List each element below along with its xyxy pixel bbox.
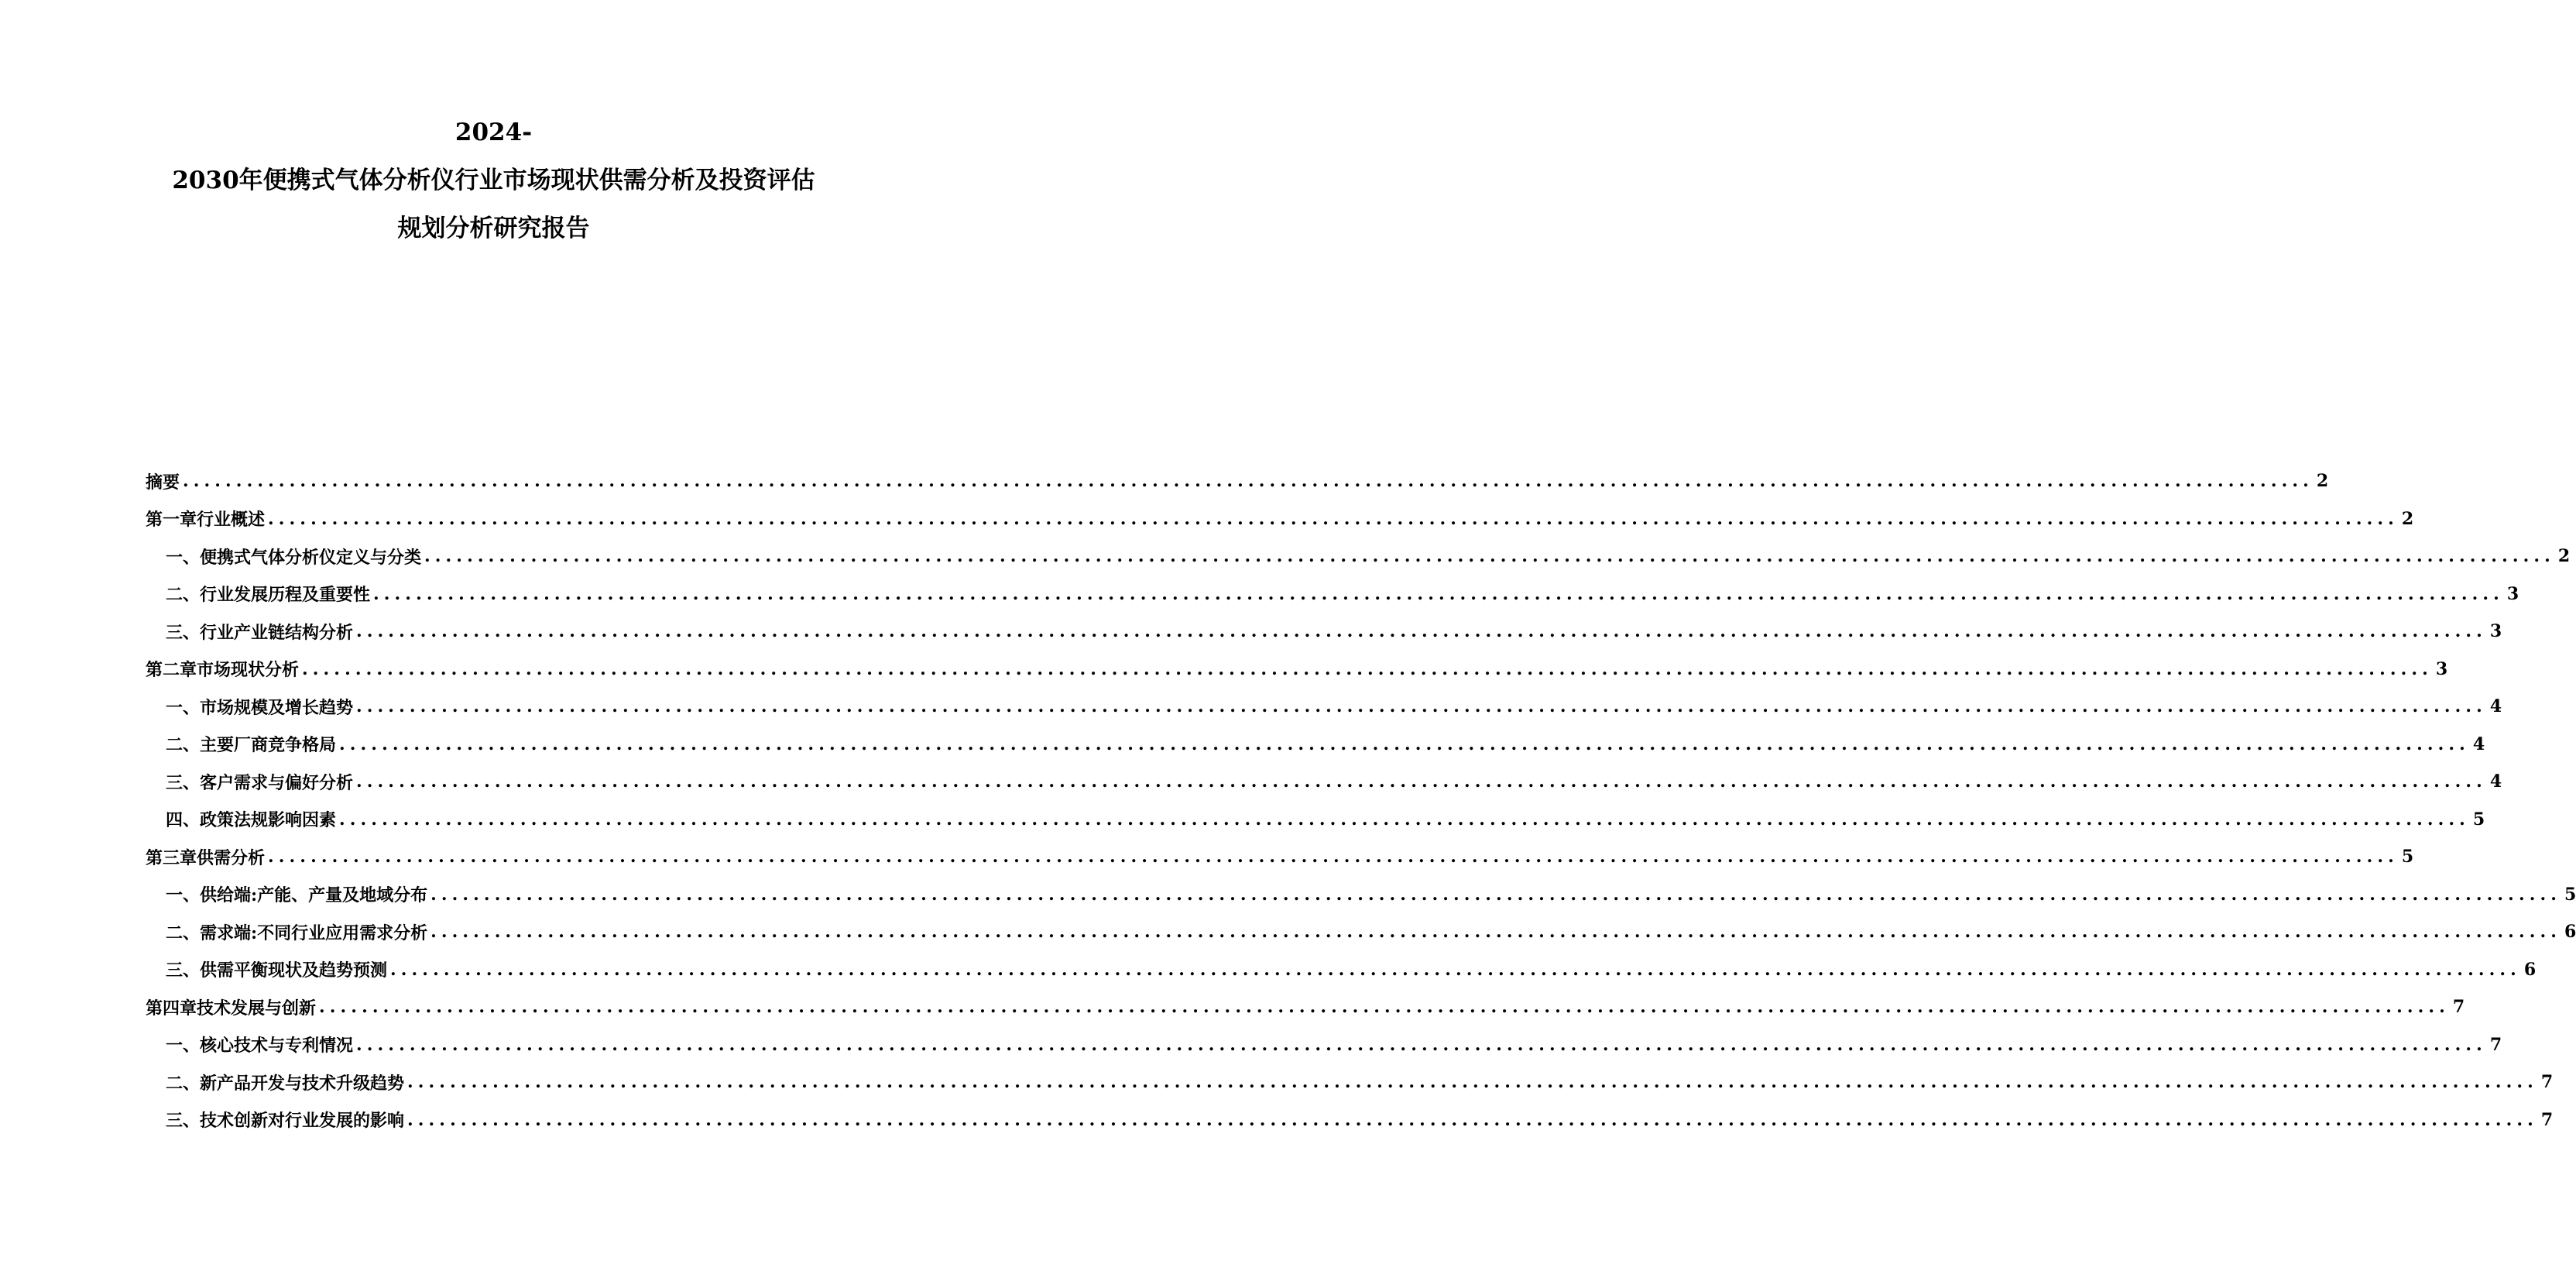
toc-entry-page: 4 [2489, 771, 2502, 792]
toc-dot-leader: ........................................................................................................................................................................................................ [268, 847, 2399, 867]
toc-entry-page: 6 [2564, 922, 2576, 943]
toc-entry-label: 行业产业链结构分析 [200, 622, 354, 643]
toc-entry-number: 一、 [166, 547, 201, 568]
title-line-3: 规划分析研究报告 [397, 215, 590, 242]
toc-entry-number: 第二章 [146, 660, 197, 681]
title-line-1: 2024- [454, 119, 533, 146]
toc-entry-number: 第四章 [146, 998, 197, 1019]
title-line-2: 2030年便携式气体分析仪行业市场现状供需分析及投资评估 [172, 167, 815, 194]
toc-entry-page: 5 [2401, 847, 2414, 867]
toc-dot-leader: ........................................................................................................................................................................................................ [183, 471, 2314, 492]
toc-dot-leader: ........................................................................................................................................................................................................ [356, 696, 2487, 717]
toc-entry[interactable] [146, 838, 2414, 876]
toc-entry[interactable] [146, 538, 2571, 575]
toc-entry-label: 行业概述 [197, 510, 266, 531]
toc-entry-number: 三、 [166, 772, 201, 793]
toc-dot-leader: ........................................................................................................................................................................................................ [356, 1034, 2487, 1055]
toc-entry-label: 技术发展与创新 [197, 998, 317, 1019]
toc-entry-label: 供给端:产能、产量及地域分布 [200, 885, 428, 906]
toc-entry-number: 一、 [166, 885, 201, 906]
toc-dot-leader: ........................................................................................................................................................................................................ [424, 546, 2555, 567]
toc-entry-page: 6 [2523, 959, 2537, 980]
toc-entry-label: 主要厂商竞争格局 [200, 735, 337, 756]
toc-entry-page: 5 [2564, 884, 2576, 905]
toc-dot-leader: ........................................................................................................................................................................................................ [339, 733, 2470, 754]
toc-entry-label: 需求端:不同行业应用需求分析 [200, 922, 428, 943]
toc-entry-label: 摘要 [146, 472, 180, 493]
toc-entry[interactable] [146, 651, 2448, 689]
toc-entry-number: 三、 [166, 1111, 201, 1132]
toc-entry-number: 三、 [166, 960, 201, 981]
toc-entry[interactable] [146, 1101, 2554, 1139]
toc-dot-leader: ........................................................................................................................................................................................................ [356, 771, 2487, 792]
toc-entry-label: 行业发展历程及重要性 [200, 585, 371, 606]
toc-dot-leader: ........................................................................................................................................................................................................ [302, 658, 2433, 679]
toc-dot-leader: ........................................................................................................................................................................................................ [339, 809, 2470, 830]
toc-entry-page: 3 [2506, 583, 2519, 604]
table-of-contents [146, 462, 2576, 1139]
toc-entry[interactable] [146, 801, 2485, 839]
toc-entry-number: 第三章 [146, 847, 197, 868]
toc-entry-label: 客户需求与偏好分析 [200, 772, 354, 793]
toc-entry-number: 二、 [166, 922, 201, 943]
toc-entry-label: 新产品开发与技术升级趋势 [200, 1073, 405, 1094]
toc-entry-page: 4 [2489, 696, 2502, 717]
toc-entry-page: 5 [2472, 809, 2485, 830]
toc-entry[interactable] [146, 462, 2329, 500]
toc-entry-label: 核心技术与专利情况 [200, 1036, 354, 1056]
toc-entry-number: 一、 [166, 1036, 201, 1056]
toc-entry-number: 四、 [166, 810, 201, 831]
toc-entry-page: 7 [2540, 1109, 2554, 1130]
toc-entry-label: 供需平衡现状及趋势预测 [200, 960, 388, 981]
toc-entry[interactable] [146, 688, 2502, 726]
document-title [0, 108, 987, 253]
toc-dot-leader: ........................................................................................................................................................................................................ [319, 997, 2450, 1018]
toc-entry-number: 二、 [166, 1073, 201, 1094]
toc-entry[interactable] [146, 876, 2576, 914]
toc-entry[interactable] [146, 726, 2485, 764]
toc-dot-leader: ........................................................................................................................................................................................................ [407, 1072, 2538, 1093]
toc-dot-leader: ........................................................................................................................................................................................................ [430, 922, 2561, 943]
toc-entry-label: 市场规模及增长趋势 [200, 697, 354, 718]
toc-entry[interactable] [146, 500, 2414, 538]
toc-dot-leader: ........................................................................................................................................................................................................ [407, 1109, 2538, 1130]
toc-entry[interactable] [146, 913, 2576, 951]
toc-entry[interactable] [146, 1026, 2502, 1064]
toc-entry[interactable] [146, 988, 2465, 1026]
toc-dot-leader: ........................................................................................................................................................................................................ [430, 884, 2561, 905]
toc-entry-page: 7 [2489, 1034, 2502, 1055]
toc-entry-page: 7 [2452, 997, 2465, 1018]
toc-entry[interactable] [146, 763, 2502, 801]
toc-entry[interactable] [146, 575, 2519, 613]
toc-entry-number: 二、 [166, 735, 201, 756]
toc-dot-leader: ........................................................................................................................................................................................................ [268, 508, 2399, 529]
toc-entry-page: 2 [2316, 471, 2329, 492]
toc-entry[interactable] [146, 951, 2537, 989]
toc-entry-number: 三、 [166, 622, 201, 643]
toc-entry-label: 市场现状分析 [197, 660, 300, 681]
toc-entry-page: 2 [2557, 546, 2571, 567]
toc-entry-number: 第一章 [146, 510, 197, 531]
toc-entry-page: 7 [2540, 1072, 2554, 1093]
toc-entry[interactable] [146, 613, 2502, 651]
toc-entry-page: 3 [2489, 621, 2502, 642]
toc-entry-label: 便携式气体分析仪定义与分类 [200, 547, 422, 568]
toc-entry-page: 3 [2435, 658, 2448, 679]
toc-entry[interactable] [146, 1063, 2554, 1101]
toc-entry-number: 二、 [166, 585, 201, 606]
toc-entry-label: 供需分析 [197, 847, 266, 868]
toc-dot-leader: ........................................................................................................................................................................................................ [390, 959, 2521, 980]
toc-entry-page: 4 [2472, 733, 2485, 754]
toc-entry-label: 政策法规影响因素 [200, 810, 337, 831]
toc-dot-leader: ........................................................................................................................................................................................................ [373, 583, 2504, 604]
toc-entry-page: 2 [2401, 508, 2414, 529]
toc-entry-number: 一、 [166, 697, 201, 718]
toc-entry-label: 技术创新对行业发展的影响 [200, 1111, 405, 1132]
toc-dot-leader: ........................................................................................................................................................................................................ [356, 621, 2487, 642]
